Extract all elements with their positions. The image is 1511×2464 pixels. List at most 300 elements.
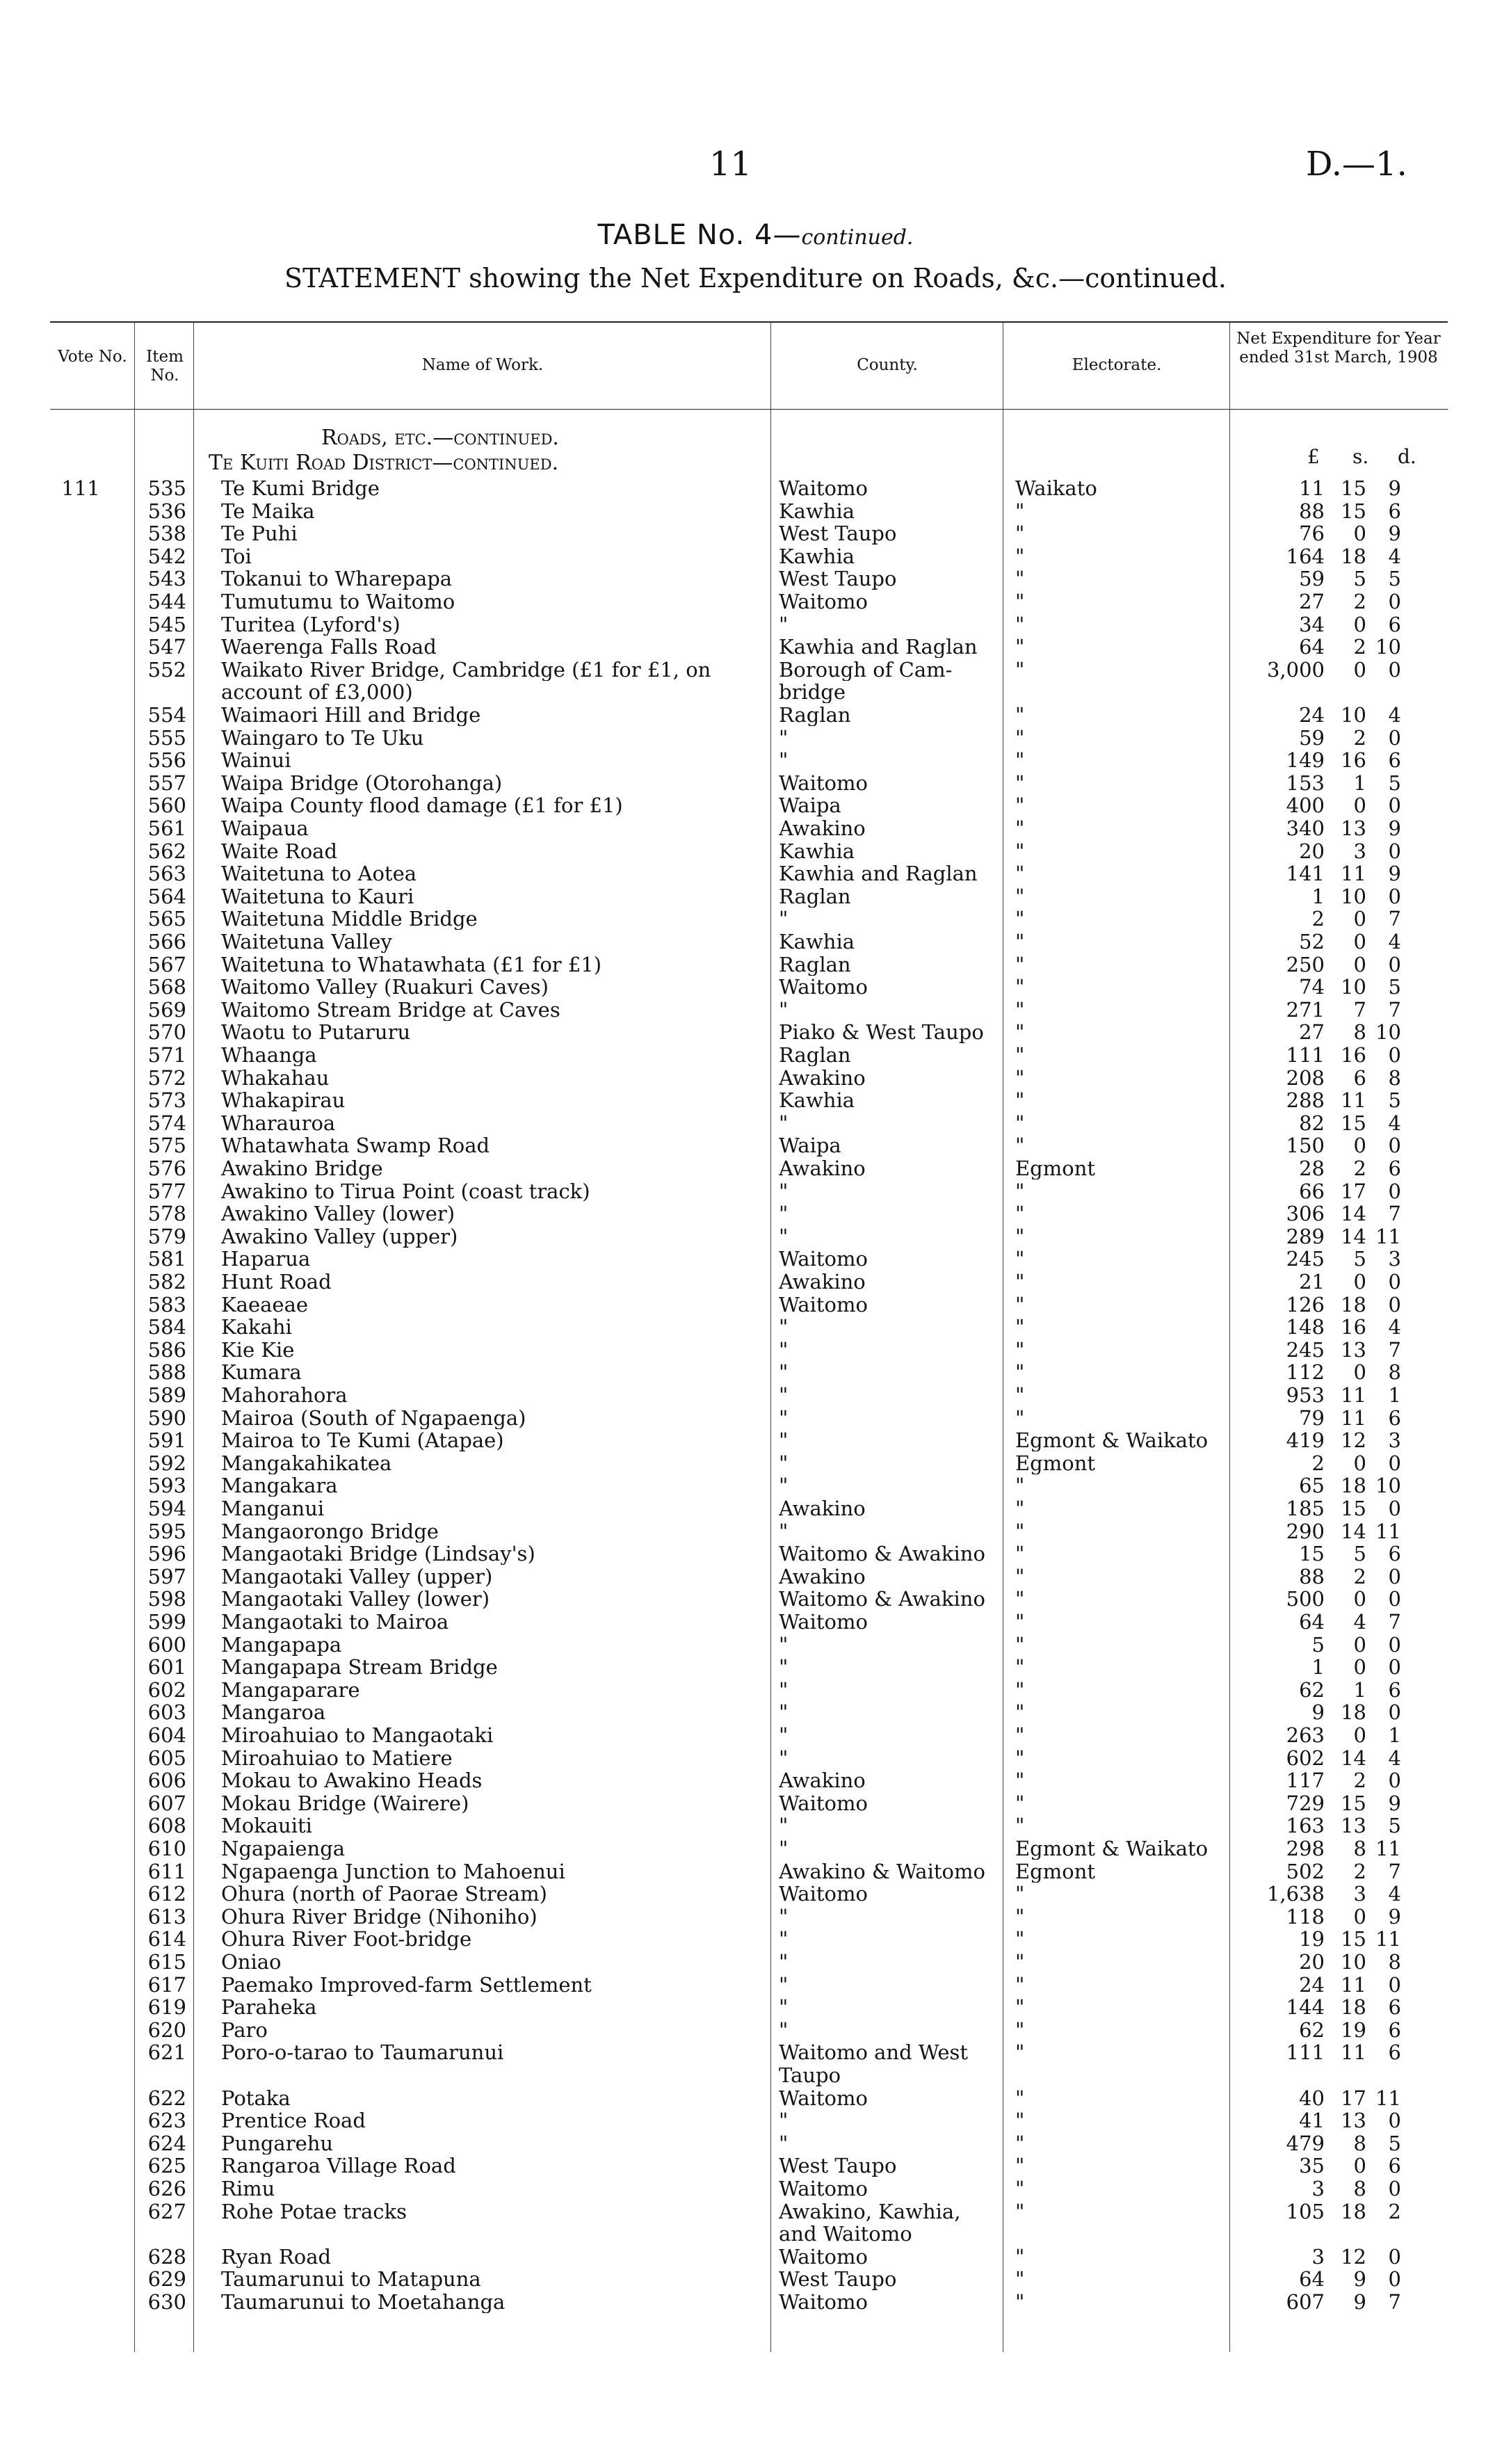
item-number: 562 <box>147 839 186 863</box>
electorate-name: " <box>1015 1134 1025 1157</box>
table-row <box>0 590 1511 613</box>
table-row <box>0 636 1511 659</box>
work-name: Waimaori Hill and Bridge <box>221 704 481 726</box>
electorate-name: " <box>1015 1293 1025 1316</box>
work-name: Tumutumu to Waitomo <box>221 590 455 613</box>
table-row <box>0 1497 1511 1520</box>
expenditure-amount: 208 6 8 <box>1286 1066 1401 1089</box>
electorate-name: " <box>1015 1588 1025 1611</box>
electorate-name: " <box>1015 1633 1025 1656</box>
electorate-name: " <box>1015 658 1025 681</box>
table-row <box>0 1520 1511 1543</box>
table-row <box>0 1634 1511 1657</box>
expenditure-amount: 729 15 9 <box>1286 1791 1401 1814</box>
table-row <box>0 1951 1511 1974</box>
work-name: Waotu to Putaruru <box>221 1021 411 1044</box>
expenditure-amount: 3 8 0 <box>1311 2177 1401 2200</box>
item-number: 598 <box>147 1587 186 1611</box>
electorate-name: " <box>1015 771 1025 794</box>
item-number: 567 <box>147 952 186 976</box>
county-name: " <box>779 1814 789 1837</box>
expenditure-amount: 117 2 0 <box>1286 1769 1401 1792</box>
electorate-name: Waikato <box>1015 477 1097 499</box>
item-number: 566 <box>147 930 186 953</box>
table-row <box>0 1906 1511 1928</box>
county-name: Kawhia and Raglan <box>779 636 978 659</box>
electorate-name: " <box>1015 1678 1025 1701</box>
item-number: 627 <box>147 2199 186 2223</box>
work-name: Mangaotaki to Mairoa <box>221 1611 449 1633</box>
item-number: 563 <box>147 862 186 886</box>
county-name: Raglan <box>779 1044 851 1066</box>
expenditure-amount: 5 0 0 <box>1311 1633 1401 1656</box>
county-name: Awakino <box>779 817 866 839</box>
electorate-name: " <box>1015 839 1025 862</box>
county-name: bridge <box>779 681 846 704</box>
county-name: " <box>779 1384 789 1406</box>
table-row <box>0 885 1511 908</box>
work-name: Miroahuiao to Matiere <box>221 1746 453 1769</box>
work-name: Manganui <box>221 1497 325 1520</box>
item-number: 554 <box>147 703 186 727</box>
expenditure-amount: 88 2 0 <box>1299 1565 1401 1588</box>
electorate-name: " <box>1015 1928 1025 1951</box>
electorate-name: " <box>1015 704 1025 726</box>
work-name: account of £3,000) <box>221 681 413 704</box>
electorate-name: " <box>1015 636 1025 659</box>
electorate-name: " <box>1015 749 1025 772</box>
work-name: Awakino Valley (upper) <box>221 1225 458 1248</box>
county-name: Waitomo <box>779 2086 868 2109</box>
currency-shillings: s. <box>1352 445 1369 468</box>
work-name: Mangakahikatea <box>221 1451 392 1474</box>
item-number: 570 <box>147 1020 186 1045</box>
item-number: 569 <box>147 997 186 1022</box>
expenditure-amount: 52 0 4 <box>1299 931 1401 953</box>
electorate-name: " <box>1015 1271 1025 1293</box>
expenditure-amount: 3,000 0 0 <box>1266 658 1401 681</box>
table-row <box>0 1474 1511 1497</box>
table-row <box>0 613 1511 636</box>
expenditure-amount: 502 2 7 <box>1286 1860 1401 1883</box>
expenditure-amount: 35 0 6 <box>1299 2155 1401 2177</box>
table-title-suffix: continued. <box>801 225 914 250</box>
county-name: Kawhia <box>779 499 855 522</box>
electorate-name: " <box>1015 1384 1025 1406</box>
county-name: Awakino <box>779 1157 866 1179</box>
electorate-name: " <box>1015 2177 1025 2200</box>
county-name: and Waitomo <box>779 2223 912 2246</box>
expenditure-amount: 111 16 0 <box>1286 1044 1401 1066</box>
county-name: " <box>779 1361 789 1384</box>
table-row <box>0 817 1511 840</box>
page-number: 11 <box>709 145 752 184</box>
item-number: 626 <box>147 2177 186 2200</box>
expenditure-amount: 59 2 0 <box>1299 726 1401 749</box>
item-number: 604 <box>147 1723 186 1747</box>
expenditure-amount: 64 4 7 <box>1299 1611 1401 1633</box>
expenditure-amount: 74 10 5 <box>1299 976 1401 999</box>
table-row <box>0 1134 1511 1157</box>
electorate-name: " <box>1015 976 1025 999</box>
item-number: 560 <box>147 794 186 818</box>
table-row <box>0 567 1511 590</box>
electorate-name: " <box>1015 2018 1025 2041</box>
electorate-name: " <box>1015 1656 1025 1679</box>
table-row <box>0 1202 1511 1225</box>
expenditure-amount: 66 17 0 <box>1299 1179 1401 1202</box>
item-number: 603 <box>147 1700 186 1725</box>
table-row <box>0 2019 1511 2042</box>
table-row <box>0 1837 1511 1860</box>
item-number: 617 <box>147 1972 186 1997</box>
work-name: Ngapaenga Junction to Mahoenui <box>221 1860 565 1883</box>
electorate-name: " <box>1015 590 1025 613</box>
item-number: 536 <box>147 499 186 523</box>
work-name: Whakapirau <box>221 1089 346 1112</box>
item-number: 629 <box>147 2267 186 2292</box>
work-name: Ryan Road <box>221 2245 332 2268</box>
table-row <box>0 1974 1511 1997</box>
electorate-name: " <box>1015 1883 1025 1906</box>
county-name: " <box>779 1520 789 1543</box>
county-name: " <box>779 1656 789 1679</box>
work-name: Te Maika <box>221 499 315 522</box>
expenditure-amount: 2 0 7 <box>1311 908 1401 931</box>
table-row <box>0 2268 1511 2291</box>
electorate-name: " <box>1015 1474 1025 1497</box>
electorate-name: " <box>1015 1225 1025 1248</box>
county-name: Kawhia <box>779 839 855 862</box>
expenditure-amount: 79 11 6 <box>1299 1406 1401 1429</box>
electorate-name: " <box>1015 1520 1025 1543</box>
header-bottom-rule <box>50 409 1448 410</box>
work-name: Hunt Road <box>221 1271 332 1293</box>
county-name: Waitomo <box>779 2177 868 2200</box>
expenditure-amount: 40 17 11 <box>1299 2086 1401 2109</box>
electorate-name: " <box>1015 1361 1025 1384</box>
electorate-name: " <box>1015 1611 1025 1633</box>
item-number: 615 <box>147 1950 186 1974</box>
electorate-name: " <box>1015 931 1025 953</box>
electorate-name: " <box>1015 1497 1025 1520</box>
table-row <box>0 1814 1511 1837</box>
item-number: 573 <box>147 1088 186 1113</box>
item-number: 601 <box>147 1655 186 1680</box>
county-name: " <box>779 2018 789 2041</box>
item-number: 545 <box>147 612 186 636</box>
expenditure-amount: 62 19 6 <box>1299 2018 1401 2041</box>
work-name: Kumara <box>221 1361 302 1384</box>
column-header-electorate: Electorate. <box>1072 356 1162 374</box>
expenditure-amount: 41 13 0 <box>1299 2109 1401 2132</box>
table-row <box>0 1656 1511 1679</box>
item-number: 588 <box>147 1360 186 1385</box>
table-row <box>0 681 1511 704</box>
county-name: " <box>779 1837 789 1860</box>
work-name: Kaeaeae <box>221 1293 309 1316</box>
expenditure-amount: 82 15 4 <box>1299 1111 1401 1134</box>
county-name: Awakino <box>779 1271 866 1293</box>
county-name: " <box>779 1951 789 1973</box>
electorate-name: " <box>1015 726 1025 749</box>
work-name: Rohe Potae tracks <box>221 2200 407 2223</box>
expenditure-amount: 163 13 5 <box>1286 1814 1401 1837</box>
item-number: 589 <box>147 1383 186 1407</box>
table-row <box>0 545 1511 568</box>
county-name: " <box>779 1202 789 1225</box>
county-name: " <box>779 1905 789 1928</box>
item-number: 577 <box>147 1179 186 1203</box>
county-name: Waitomo <box>779 1791 868 1814</box>
expenditure-amount: 64 2 10 <box>1299 636 1401 659</box>
electorate-name: " <box>1015 1543 1025 1565</box>
expenditure-amount: 28 2 6 <box>1299 1157 1401 1179</box>
item-number: 561 <box>147 816 186 840</box>
work-name: Waitetuna Valley <box>221 931 392 953</box>
item-number: 630 <box>147 2290 186 2314</box>
electorate-name: " <box>1015 2291 1025 2313</box>
expenditure-amount: 20 3 0 <box>1299 839 1401 862</box>
expenditure-amount: 112 0 8 <box>1286 1361 1401 1384</box>
county-name: Kawhia and Raglan <box>779 862 978 885</box>
work-name: Mangaroa <box>221 1701 326 1724</box>
item-number: 535 <box>147 476 186 500</box>
electorate-name: " <box>1015 2200 1025 2223</box>
item-number: 579 <box>147 1224 186 1248</box>
expenditure-amount: 15 5 6 <box>1299 1543 1401 1565</box>
county-name: Awakino <box>779 1769 866 1792</box>
work-name: Wainui <box>221 749 291 772</box>
item-number: 592 <box>147 1451 186 1475</box>
county-name: " <box>779 1746 789 1769</box>
expenditure-amount: 21 0 0 <box>1299 1271 1401 1293</box>
expenditure-amount: 479 8 5 <box>1286 2132 1401 2155</box>
county-name: Kawhia <box>779 1089 855 1112</box>
county-name: Waitomo and West <box>779 2041 969 2064</box>
county-name: Waitomo <box>779 1293 868 1316</box>
page-reference: D.—1. <box>1306 145 1407 184</box>
table-row <box>0 704 1511 727</box>
table-row <box>0 931 1511 953</box>
county-name: West Taupo <box>779 2155 897 2177</box>
table-row <box>0 772 1511 795</box>
county-name: " <box>779 1724 789 1746</box>
county-name: " <box>779 1973 789 1996</box>
section-title-district: Te Kuiti Road District—continued. <box>209 451 559 475</box>
electorate-name: Egmont <box>1015 1860 1096 1883</box>
expenditure-amount: 340 13 9 <box>1286 817 1401 839</box>
item-number: 542 <box>147 544 186 568</box>
electorate-name: " <box>1015 1066 1025 1089</box>
county-name: " <box>779 2132 789 2155</box>
table-row <box>0 1701 1511 1724</box>
item-number: 543 <box>147 567 186 591</box>
electorate-name: " <box>1015 1791 1025 1814</box>
county-name: Piako & West Taupo <box>779 1021 984 1044</box>
table-row <box>0 1747 1511 1770</box>
column-header-name: Name of Work. <box>421 356 544 374</box>
vote-number: 111 <box>61 476 100 500</box>
work-name: Ngapaienga <box>221 1837 346 1860</box>
electorate-name: " <box>1015 499 1025 522</box>
electorate-name: " <box>1015 1996 1025 2019</box>
table-row <box>0 1248 1511 1271</box>
item-number: 614 <box>147 1927 186 1951</box>
item-number: 572 <box>147 1065 186 1090</box>
work-name: Waipa County flood damage (£1 for £1) <box>221 794 623 817</box>
work-name: Pungarehu <box>221 2132 334 2155</box>
table-row <box>0 2291 1511 2314</box>
table-row <box>0 500 1511 523</box>
item-number: 612 <box>147 1882 186 1906</box>
county-name: Waitomo <box>779 477 868 499</box>
table-row <box>0 522 1511 545</box>
expenditure-amount: 3 12 0 <box>1311 2245 1401 2268</box>
electorate-name: " <box>1015 1746 1025 1769</box>
expenditure-amount: 105 18 2 <box>1286 2200 1401 2223</box>
item-number: 578 <box>147 1202 186 1226</box>
table-row <box>0 2246 1511 2269</box>
county-name: " <box>779 1316 789 1339</box>
expenditure-amount: 607 9 7 <box>1286 2291 1401 2313</box>
county-name: Waitomo & Awakino <box>779 1543 985 1565</box>
work-name: Mokauiti <box>221 1814 312 1837</box>
work-name: Ohura (north of Paorae Stream) <box>221 1883 547 1906</box>
county-name: Waipa <box>779 1134 841 1157</box>
work-name: Whaanga <box>221 1044 317 1066</box>
work-name: Waingaro to Te Uku <box>221 726 424 749</box>
work-name: Kakahi <box>221 1316 292 1339</box>
work-name: Mokau Bridge (Wairere) <box>221 1791 469 1814</box>
table-row <box>0 1792 1511 1815</box>
county-name: Raglan <box>779 953 851 976</box>
work-name: Mangaotaki Bridge (Lindsay's) <box>221 1543 535 1565</box>
expenditure-amount: 290 14 11 <box>1286 1520 1401 1543</box>
expenditure-amount: 1 10 0 <box>1311 885 1401 908</box>
column-header-expenditure: Net Expenditure for Year ended 31st March, 1908 <box>1236 330 1441 367</box>
work-name: Awakino Bridge <box>221 1157 383 1179</box>
electorate-name: " <box>1015 1044 1025 1066</box>
expenditure-amount: 185 15 0 <box>1286 1497 1401 1520</box>
electorate-name: " <box>1015 2155 1025 2177</box>
item-number: 597 <box>147 1564 186 1588</box>
expenditure-amount: 144 18 6 <box>1286 1996 1401 2019</box>
item-number: 595 <box>147 1519 186 1543</box>
table-row <box>0 1089 1511 1112</box>
county-name: " <box>779 1678 789 1701</box>
work-name: Prentice Road <box>221 2109 366 2132</box>
item-number: 613 <box>147 1904 186 1928</box>
expenditure-amount: 419 12 3 <box>1286 1429 1401 1452</box>
item-number: 564 <box>147 884 186 908</box>
item-number: 565 <box>147 907 186 931</box>
expenditure-amount: 20 10 8 <box>1299 1951 1401 1973</box>
table-row <box>0 2087 1511 2110</box>
county-name: Waitomo & Awakino <box>779 1588 985 1611</box>
work-name: Mangakara <box>221 1474 338 1497</box>
expenditure-amount: 271 7 7 <box>1286 998 1401 1021</box>
work-name: Awakino to Tirua Point (coast track) <box>221 1179 590 1202</box>
work-name: Mangaotaki Valley (upper) <box>221 1565 493 1588</box>
electorate-name: " <box>1015 1973 1025 1996</box>
column-header-item: Item No. <box>146 348 184 385</box>
county-name: Waitomo <box>779 976 868 999</box>
work-name: Kie Kie <box>221 1338 295 1361</box>
item-number: 574 <box>147 1111 186 1135</box>
table-row <box>0 2223 1511 2246</box>
county-name: " <box>779 1179 789 1202</box>
county-name: Awakino & Waitomo <box>779 1860 985 1883</box>
county-name: Awakino, Kawhia, <box>779 2200 961 2223</box>
county-name: " <box>779 1111 789 1134</box>
work-name: Waitomo Stream Bridge at Caves <box>221 998 560 1021</box>
county-name: West Taupo <box>779 2268 897 2291</box>
work-name: Awakino Valley (lower) <box>221 1202 455 1225</box>
county-name: Waitomo <box>779 1248 868 1271</box>
table-row <box>0 1543 1511 1565</box>
work-name: Ohura River Bridge (Nihoniho) <box>221 1905 538 1928</box>
table-row <box>0 477 1511 500</box>
work-name: Waitetuna Middle Bridge <box>221 908 478 931</box>
county-name: Awakino <box>779 1066 866 1089</box>
county-name: " <box>779 613 789 636</box>
table-row <box>0 840 1511 863</box>
table-row <box>0 1225 1511 1248</box>
item-number: 596 <box>147 1542 186 1566</box>
expenditure-amount: 953 11 1 <box>1286 1384 1401 1406</box>
table-subtitle: STATEMENT showing the Net Expenditure on Roads, &c.—continued. <box>284 263 1227 293</box>
electorate-name: " <box>1015 953 1025 976</box>
expenditure-amount: 64 9 0 <box>1299 2268 1401 2291</box>
electorate-name: Egmont <box>1015 1451 1096 1474</box>
work-name: Poro-o-tarao to Taumarunui <box>221 2041 504 2064</box>
table-row <box>0 1429 1511 1452</box>
expenditure-amount: 250 0 0 <box>1286 953 1401 976</box>
table-row <box>0 1271 1511 1294</box>
expenditure-amount: 141 11 9 <box>1286 862 1401 885</box>
table-row <box>0 794 1511 817</box>
electorate-name: " <box>1015 2132 1025 2155</box>
work-name: Paro <box>221 2018 268 2041</box>
expenditure-amount: 34 0 6 <box>1299 613 1401 636</box>
table-row <box>0 1565 1511 1588</box>
item-number: 594 <box>147 1497 186 1520</box>
work-name: Rangaroa Village Road <box>221 2155 456 2177</box>
expenditure-amount: 288 11 5 <box>1286 1089 1401 1112</box>
county-name: " <box>779 1338 789 1361</box>
work-name: Waitetuna to Whatawhata (£1 for £1) <box>221 953 602 976</box>
expenditure-amount: 164 18 4 <box>1286 545 1401 567</box>
table-row <box>0 2132 1511 2155</box>
work-name: Waipa Bridge (Otorohanga) <box>221 771 503 794</box>
item-number: 621 <box>147 2040 186 2065</box>
item-number: 586 <box>147 1337 186 1362</box>
table-row <box>0 953 1511 976</box>
table-row <box>0 1724 1511 1747</box>
table-row <box>0 2200 1511 2223</box>
expenditure-amount: 65 18 10 <box>1299 1474 1401 1497</box>
work-name: Wharauroa <box>221 1111 336 1134</box>
item-number: 608 <box>147 1814 186 1838</box>
work-name: Rimu <box>221 2177 275 2200</box>
item-number: 623 <box>147 2109 186 2133</box>
expenditure-amount: 59 5 5 <box>1299 567 1401 590</box>
work-name: Paemako Improved-farm Settlement <box>221 1973 592 1996</box>
expenditure-amount: 245 5 3 <box>1286 1248 1401 1271</box>
work-name: Waipaua <box>221 817 309 839</box>
expenditure-amount: 11 15 9 <box>1299 477 1401 499</box>
